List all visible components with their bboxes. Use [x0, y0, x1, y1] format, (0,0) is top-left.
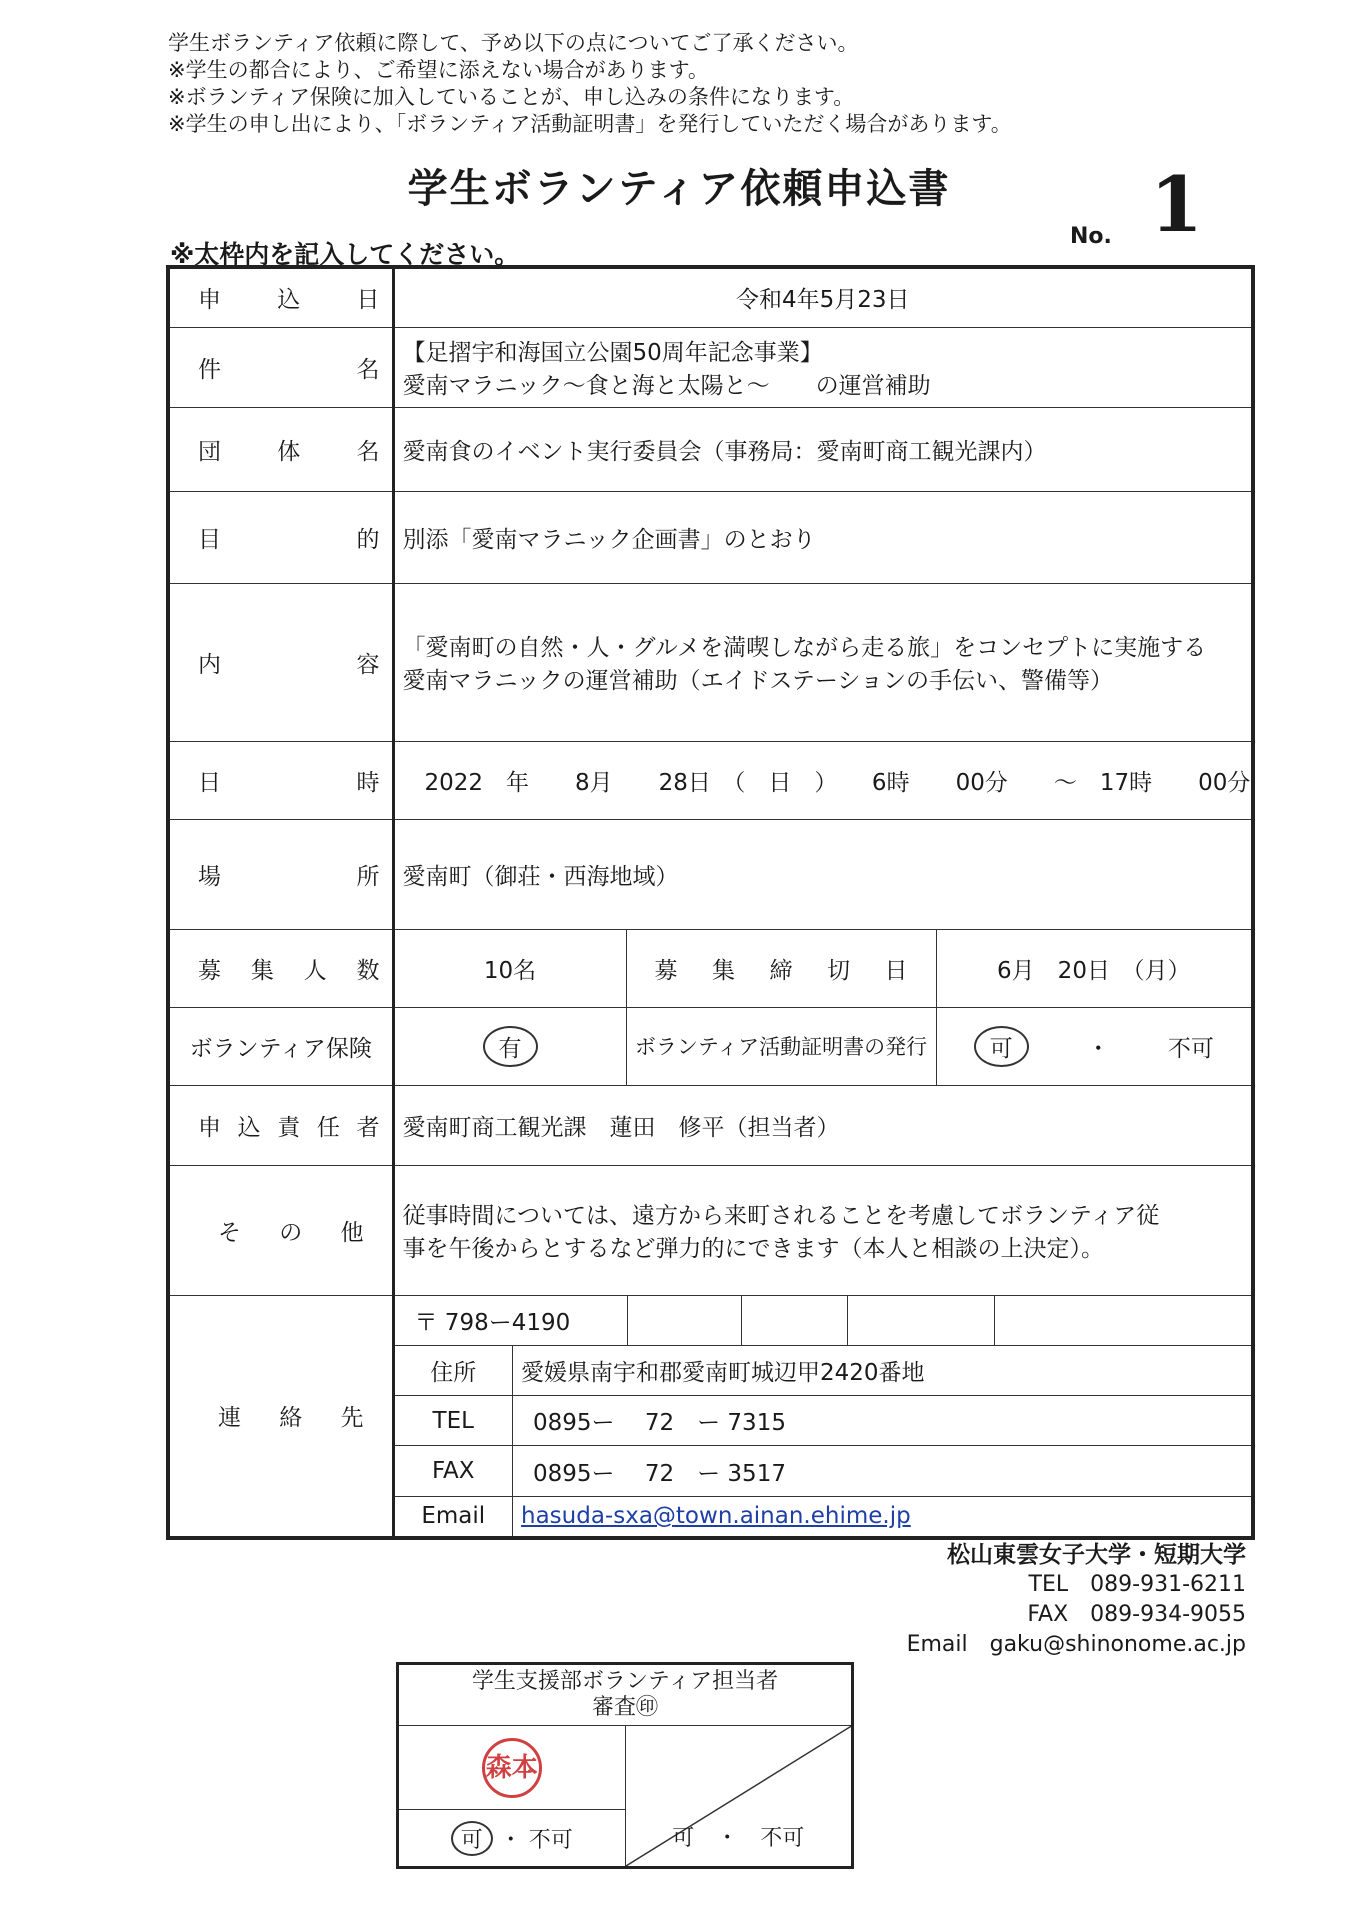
review-box	[396, 1662, 854, 1869]
tel-field[interactable]: 0895ー 72 ー 7315	[513, 1395, 1255, 1445]
review-unused-cell	[625, 1726, 853, 1868]
notice-line: ※学生の申し出により、「ボランティア活動証明書」を発行していただく場合があります。	[168, 112, 1012, 136]
purpose-field[interactable]: 別添「愛南マラニック企画書」のとおり	[393, 491, 1253, 583]
insurance-label: ボランティア保険	[168, 1007, 393, 1085]
deadline-label: 募 集 締 切 日	[626, 929, 936, 1007]
email-link[interactable]: hasuda-sxa@town.ainan.ehime.jp	[521, 1503, 911, 1530]
certificate-yes-circled: 可	[974, 1026, 1029, 1067]
review-yes-circled: 可	[451, 1821, 493, 1856]
content-field[interactable]: 「愛南町の自然・人・グルメを満喫しながら走る旅」をコンセプトに実施する 愛南マラニックの運営補助（エイドステーションの手伝い、警備等）	[393, 583, 1253, 741]
number-label: No.	[1070, 224, 1112, 249]
review-header: 学生支援部ボランティア担当者 審査㊞	[398, 1664, 853, 1726]
tel-label: TEL	[395, 1395, 513, 1445]
date-label: 申 込 日	[168, 267, 393, 327]
contact-table	[395, 1296, 1255, 1536]
notice-line: ※学生の都合により、ご希望に添えない場合があります。	[168, 58, 709, 82]
certificate-no: 不可	[1167, 1035, 1214, 1062]
organization-label: 団 体 名	[168, 407, 393, 491]
contact-block	[393, 1295, 1253, 1538]
manager-label: 申 込 責 任 者	[168, 1085, 393, 1165]
instruction-text: ※太枠内を記入してください。	[170, 240, 520, 269]
certificate-field[interactable]: 可 ・ 不可	[936, 1007, 1253, 1085]
approval-stamp: 森本	[482, 1738, 542, 1798]
address-field[interactable]: 愛媛県南宇和郡愛南町城辺甲2420番地	[513, 1345, 1255, 1395]
notice-line: 学生ボランティア依頼に際して、予め以下の点についてご了承ください。	[168, 31, 859, 55]
organization-field[interactable]: 愛南食のイベント実行委員会（事務局：愛南町商工観光課内）	[393, 407, 1253, 491]
page-title: 学生ボランティア依頼申込書	[407, 166, 951, 212]
datetime-label: 日 時	[168, 741, 393, 819]
certificate-label: ボランティア活動証明書の発行	[626, 1007, 936, 1085]
application-form	[166, 265, 1255, 1540]
fax-field[interactable]: 0895ー 72 ー 3517	[513, 1446, 1255, 1496]
review-result-left: 可 ・ 不可	[398, 1810, 626, 1868]
manager-field[interactable]: 愛南町商工観光課 蓮田 修平（担当者）	[393, 1085, 1253, 1165]
insurance-yes-circled: 有	[483, 1026, 538, 1067]
address-label: 住所	[395, 1345, 513, 1395]
notice-block	[168, 30, 1012, 138]
email-field[interactable]	[513, 1496, 1255, 1535]
deadline-field[interactable]: 6月 20日 （月）	[936, 929, 1253, 1007]
university-fax: FAX 089-934-9055	[1027, 1602, 1246, 1627]
recruit-count-field[interactable]: 10名	[393, 929, 626, 1007]
review-result-right: 可 ・ 不可	[672, 1826, 805, 1851]
purpose-label: 目 的	[168, 491, 393, 583]
email-label: Email	[395, 1496, 513, 1535]
notice-line: ※ボランティア保険に加入していることが、申し込みの条件になります。	[168, 85, 855, 109]
other-label: そ の 他	[168, 1165, 393, 1295]
number-value: 1	[1150, 160, 1203, 249]
place-field[interactable]: 愛南町（御荘・西海地域）	[393, 819, 1253, 929]
review-stamp-cell	[398, 1726, 626, 1810]
university-email: Email gaku@shinonome.ac.jp	[906, 1632, 1246, 1657]
other-field[interactable]: 従事時間については、遠方から来町されることを考慮してボランティア従 事を午後からとするなど弾力的にできます（本人と相談の上決定）。	[393, 1165, 1253, 1295]
university-tel: TEL 089-931-6211	[1028, 1572, 1246, 1597]
place-label: 場 所	[168, 819, 393, 929]
datetime-field[interactable]: 2022 年 8月 28日 （ 日 ） 6時 00分 ～ 17時 00分	[393, 741, 1253, 819]
insurance-field[interactable]	[393, 1007, 626, 1085]
recruit-count-label: 募 集 人 数	[168, 929, 393, 1007]
content-label: 内 容	[168, 583, 393, 741]
contact-label: 連 絡 先	[168, 1295, 393, 1538]
postal-code[interactable]: 〒 798ー4190	[395, 1296, 628, 1346]
fax-label: FAX	[395, 1446, 513, 1496]
subject-field[interactable]: 【足摺宇和海国立公園50周年記念事業】 愛南マラニック～食と海と太陽と～ の運営補助	[393, 327, 1253, 407]
subject-label: 件 名	[168, 327, 393, 407]
university-name: 松山東雲女子大学・短期大学	[947, 1542, 1246, 1568]
university-contact	[907, 1540, 1246, 1660]
application-date[interactable]: 令和4年5月23日	[393, 267, 1253, 327]
